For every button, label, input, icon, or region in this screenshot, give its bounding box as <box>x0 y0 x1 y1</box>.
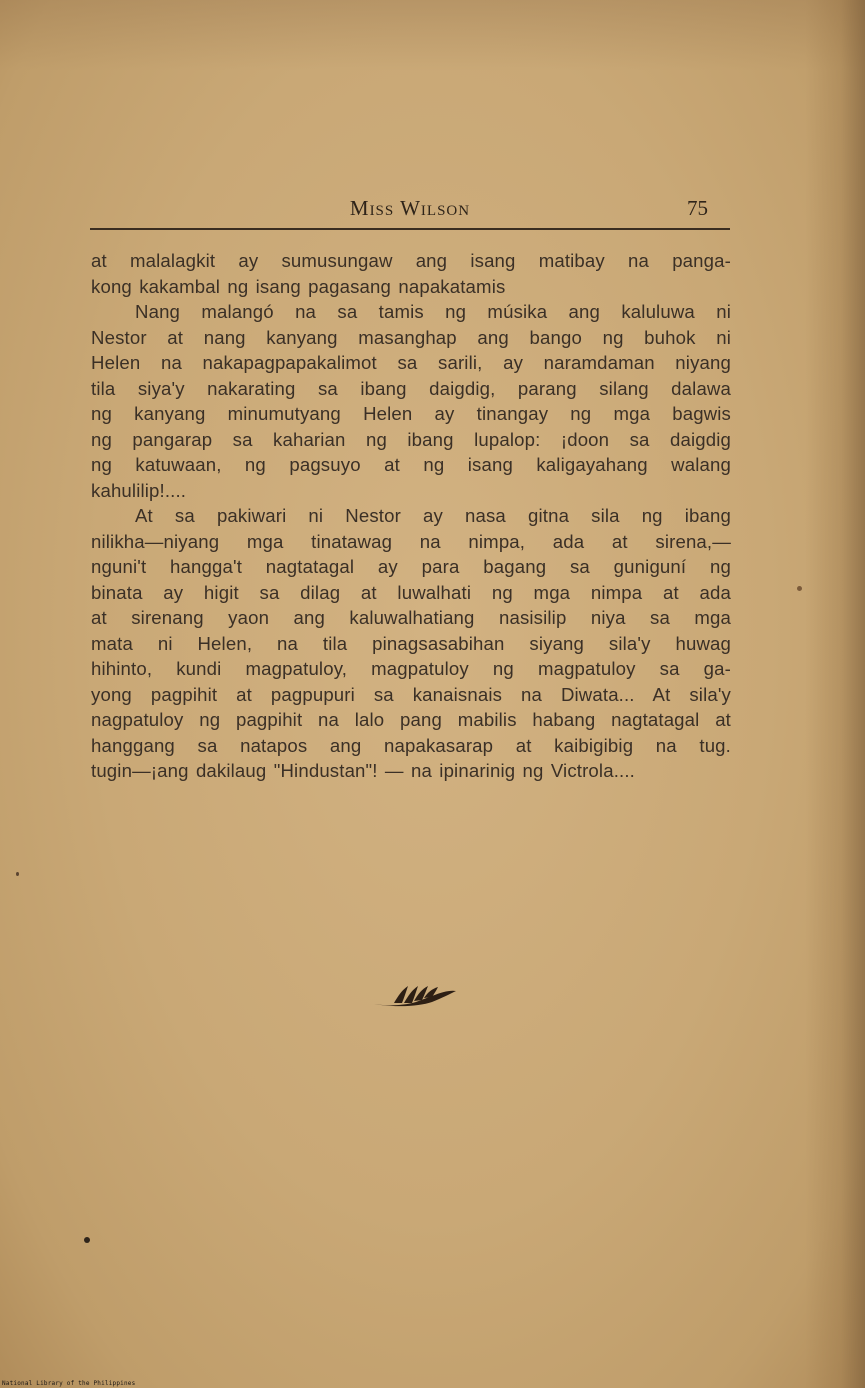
ink-spot <box>84 1237 90 1243</box>
text-line: binata ay higit sa dilag at luwalhati ng mga nimpa at ada <box>91 581 731 603</box>
text-line: tila siya'y nakarating sa ibang daigdig, parang silang dalawa <box>91 377 731 399</box>
paragraph-2 <box>91 299 731 503</box>
ink-spot <box>797 586 802 591</box>
text-line: yong pagpihit at pagpupuri sa kanaisnais na Diwata... At sila'y <box>91 683 731 705</box>
text-line: nguni't hangga't nagtatagal ay para bagang sa guniguní ng <box>91 556 731 577</box>
page-header <box>90 196 730 226</box>
paragraph-1 <box>91 248 731 299</box>
text-line: at sirenang yaon ang kaluwalhatiang nasisilip niya sa mga <box>91 607 731 628</box>
text-line: ng kanyang minumutyang Helen ay tinangay ng mga bagwis <box>91 403 731 424</box>
body-text <box>91 248 731 784</box>
ink-spot <box>16 872 19 876</box>
text-line: tugin—¡ang dakilaug "Hindustan"! — na ipinarinig ng Victrola.... <box>91 760 635 781</box>
text-line: ng katuwaan, ng pagsuyo at ng isang kaligayahang walang <box>91 454 731 475</box>
text-line: hihinto, kundi magpatuloy, magpatuloy ng magpatuloy sa ga- <box>91 658 731 679</box>
text-line: ng pangarap sa kaharian ng ibang lupalop: ¡doon sa daigdig <box>91 428 731 450</box>
text-line: nilikha—niyang mga tinatawag na nimpa, ada at sirena,— <box>91 530 731 552</box>
tailpiece-ornament-icon <box>372 982 458 1008</box>
text-line: kahulilip!.... <box>91 479 187 501</box>
text-line: Helen na nakapagpapakalimot sa sarili, ay naramdaman niyang <box>91 352 731 373</box>
text-line: kong kakambal ng isang pagasang napakatamis <box>91 275 506 297</box>
text-line: nagpatuloy ng pagpihit na lalo pang mabilis habang nagtatagal at <box>91 709 731 730</box>
text-line: At sa pakiwari ni Nestor ay nasa gitna sila ng ibang <box>135 505 731 526</box>
text-line: Nestor at nang kanyang masanghap ang bango ng buhok ni <box>91 326 731 348</box>
text-line: mata ni Helen, na tila pinagsasabihan siyang sila'y huwag <box>91 632 731 654</box>
page-shadow-right <box>805 0 865 1388</box>
paragraph-3 <box>91 503 731 784</box>
text-line: at malalagkit ay sumusungaw ang isang matibay na panga- <box>91 250 731 271</box>
header-rule <box>90 228 730 230</box>
text-line: Nang malangó na sa tamis ng músika ang kaluluwa ni <box>135 301 731 322</box>
text-line: hanggang sa natapos ang napakasarap at kaibigibig na tug. <box>91 734 731 756</box>
running-head: Miss Wilson <box>349 196 471 220</box>
library-credit: National Library of the Philippines <box>2 1380 136 1387</box>
page-number: 75 <box>687 196 708 220</box>
page-shadow-top <box>0 0 865 70</box>
